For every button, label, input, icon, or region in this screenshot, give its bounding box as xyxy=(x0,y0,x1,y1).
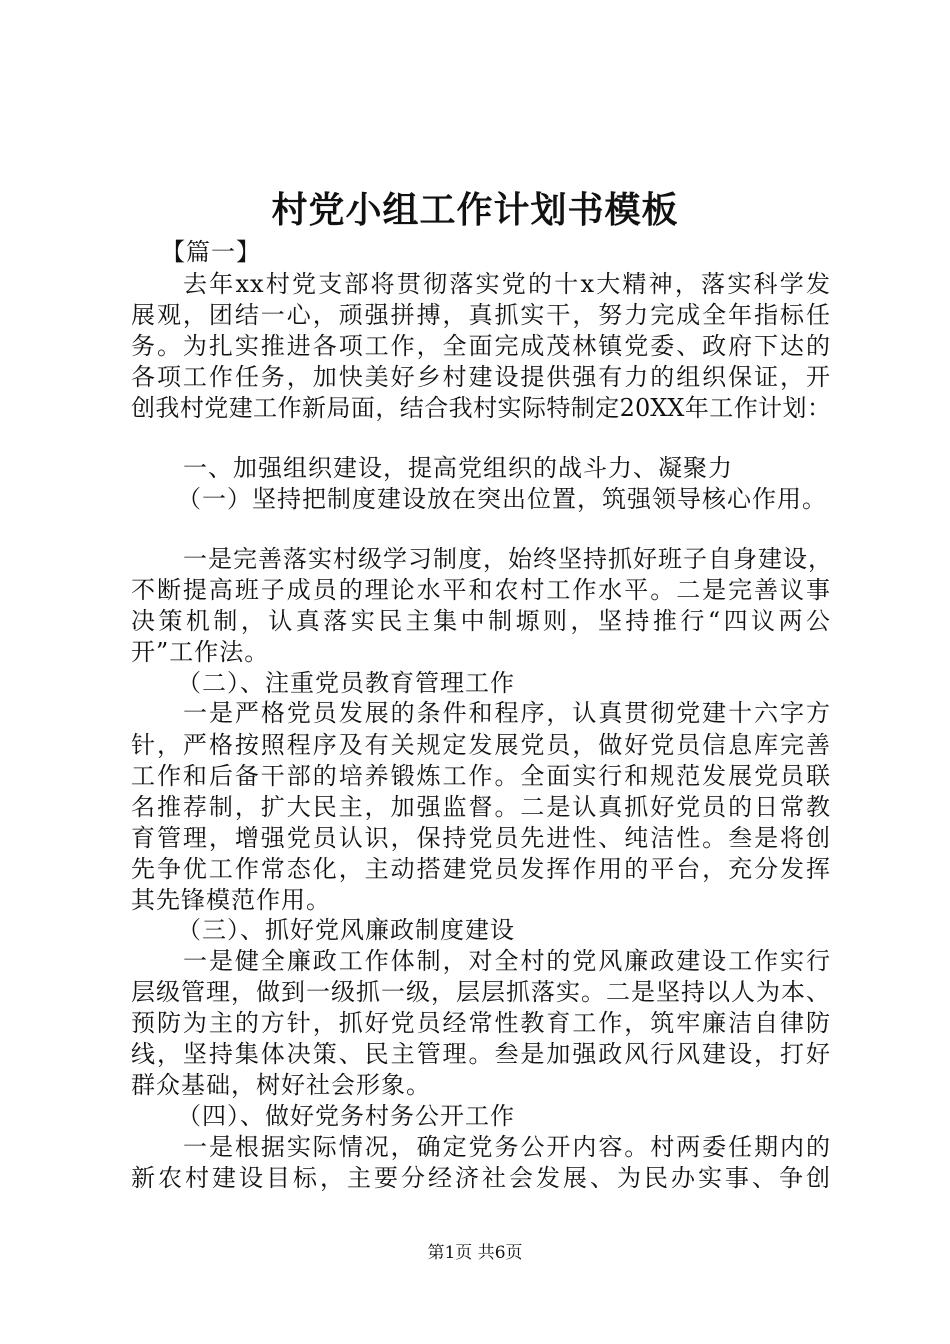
paragraph-line: 决策机制，认真落实民主集中制塬则，坚持推行“四议两公 xyxy=(131,607,831,635)
subsection-heading: （一）坚持把制度建设放在突出位置，筑强领导核心作用。 xyxy=(177,485,827,513)
paragraph-line: 开”工作法。 xyxy=(131,638,270,666)
section-heading: 一、加强组织建设，提高党组织的战斗力、凝聚力 xyxy=(183,454,733,482)
paragraph-line: 先争优工作常态化，主动搭建党员发挥作用的平台，充分发挥 xyxy=(131,855,831,883)
page-title: 村党小组工作计划书模板 xyxy=(271,189,679,231)
paragraph-line: 一是健全廉政工作体制，对全村的党风廉政建设工作实行 xyxy=(183,947,831,975)
paragraph-line: 创我村党建工作新局面，结合我村实际特制定20XX年工作计划： xyxy=(131,394,831,422)
page-number-footer: 第1页 共6页 xyxy=(427,1243,523,1263)
paragraph-line: 不断提高班子成员的理论水平和农村工作水平。二是完善议事 xyxy=(131,576,831,604)
paragraph-line: 务。为扎实推进各项工作，全面完成茂林镇党委、政府下达的 xyxy=(131,332,831,360)
paragraph-line: 新农村建设目标，主要分经济社会发展、为民办实事、争创 xyxy=(131,1164,831,1192)
paragraph-line: 层级管理，做到一级抓一级，层层抓落实。二是坚持以人为本、 xyxy=(131,978,831,1006)
paragraph-line: 工作和后备干部的培养锻炼工作。全面实行和规范发展党员联 xyxy=(131,762,831,790)
paragraph-line: 一是严格党员发展的条件和程序，认真贯彻党建十六字方 xyxy=(183,699,831,727)
paragraph-line: 预防为主的方针，抓好党员经常性教育工作，筑牢廉洁自律防 xyxy=(131,1009,831,1037)
subsection-heading: （二）、注重党员教育管理工作 xyxy=(177,669,515,697)
subsection-heading: （三）、抓好党风廉政制度建设 xyxy=(177,916,515,944)
paragraph-line: 一是根据实际情况，确定党务公开内容。村两委任期内的 xyxy=(183,1133,831,1161)
paragraph-line: 一是完善落实村级学习制度，始终坚持抓好班子自身建设， xyxy=(183,545,833,573)
paragraph-line: 去年xx村党支部将贯彻落实党的十x大精神，落实科学发 xyxy=(183,270,831,298)
subsection-heading: （四）、做好党务村务公开工作 xyxy=(177,1102,515,1130)
paragraph-line: 育管理，增强党员认识，保持党员先进性、纯洁性。叁是将创 xyxy=(131,824,831,852)
paragraph-line: 各项工作任务，加快美好乡村建设提供强有力的组织保证，开 xyxy=(131,363,831,391)
paragraph-line: 针，严格按照程序及有关规定发展党员，做好党员信息库完善 xyxy=(131,731,831,759)
section-heading-pian-yi: 【篇一】 xyxy=(161,238,261,266)
paragraph-line: 线，坚持集体决策、民主管理。叁是加强政风行风建设，打好 xyxy=(131,1040,831,1068)
paragraph-line: 名推荐制，扩大民主，加强监督。二是认真抓好党员的日常教 xyxy=(131,793,831,821)
paragraph-line: 其先锋模范作用。 xyxy=(131,886,331,914)
paragraph-line: 群众基础，树好社会形象。 xyxy=(131,1071,431,1099)
paragraph-line: 展观，团结一心，顽强拼搏，真抓实干，努力完成全年指标任 xyxy=(131,301,831,329)
